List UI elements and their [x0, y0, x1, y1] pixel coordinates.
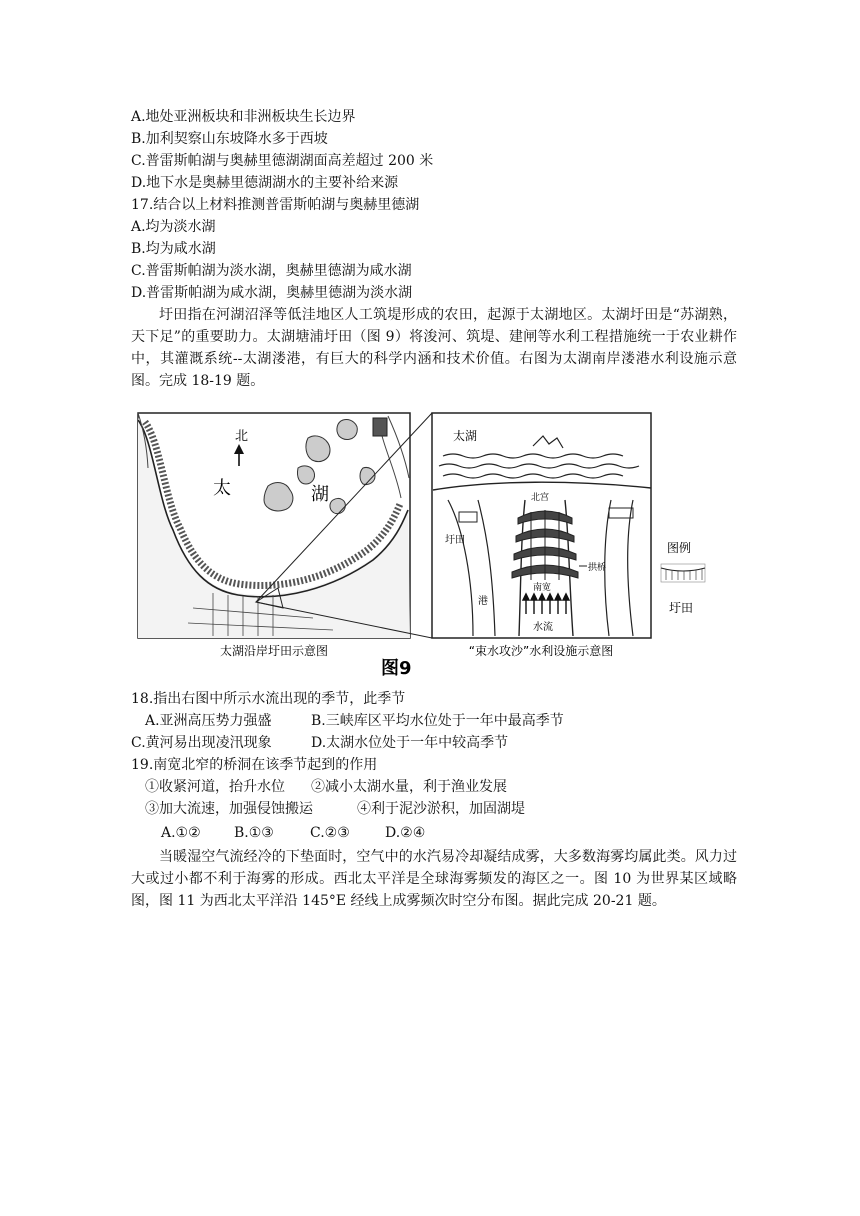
q16-option-b: B.加利契察山东坡降水多于西坡	[131, 131, 328, 147]
passage-weitian: 圩田指在河湖沼泽等低洼地区人工筑堤形成的农田，起源于太湖地区。太湖圩田是“苏湖熟，天下足”的重要助力。太湖塘浦圩田（图 9）将浚河、筑堤、建闸等水利工程措施统一于农业耕作中，其灌溉系统--太湖溇港，有巨大的科学内涵和技术价值。右图为太湖南岸溇港水利设施示意图。完成 18-19 题。	[131, 307, 737, 389]
gongqiao-label: 拱桥	[588, 563, 607, 573]
figure-9	[133, 408, 707, 680]
nankuan-label: 南宽	[533, 583, 552, 593]
right-schematic	[432, 413, 651, 658]
legend-title: 图例	[667, 541, 692, 555]
q18-options-row-2	[131, 732, 508, 754]
q18-stem: 18.指出右图中所示水流出现的季节，此季节	[131, 691, 406, 707]
legend	[661, 540, 705, 615]
left-map	[138, 413, 432, 658]
q17-option-b: B.均为咸水湖	[131, 241, 216, 257]
q19-statements-row-1	[145, 776, 507, 798]
figure-title: 图9	[381, 658, 412, 679]
water-flow-label: 水流	[533, 622, 553, 633]
q19-statement-3: ③加大流速，加强侵蚀搬运	[145, 801, 313, 817]
q18-option-b: B.三峡库区平均水位处于一年中最高季节	[311, 713, 564, 729]
q16-option-d: D.地下水是奥赫里德湖湖水的主要补给来源	[131, 175, 399, 191]
q19-statements-row-2	[145, 798, 525, 820]
q16-option-a: A.地处亚洲板块和非洲板块生长边界	[131, 109, 356, 125]
q18-option-a: A.亚洲高压势力强盛	[145, 713, 272, 729]
q19-stem: 19.南宽北窄的桥洞在该季节起到的作用	[131, 757, 378, 773]
right-lake-label: 太湖	[453, 429, 478, 443]
north-label: 北	[235, 429, 249, 444]
q19-statement-2: ②减小太湖水量，利于渔业发展	[311, 779, 507, 795]
lake-char-2: 湖	[311, 484, 329, 505]
right-caption: “束水攻沙”水利设施示意图	[468, 644, 614, 658]
q19-option-c: C.②③	[310, 825, 350, 841]
lake-char-1: 太	[213, 478, 231, 499]
q19-statement-4: ④利于泥沙淤积，加固湖堤	[357, 801, 525, 817]
passage-sea-fog: 当暖湿空气流经冷的下垫面时，空气中的水汽易冷却凝结成雾，大多数海雾均属此类。风力过大或过小都不利于海雾的形成。西北太平洋是全球海雾频发的海区之一。图 10 为世界某区域略图，图 11 为西北太平洋沿 145°E 经线上成雾频次时空分布图。据此完成 20-21 题。	[131, 849, 737, 909]
q19-option-b: B.①③	[234, 825, 274, 841]
q19-options	[161, 822, 425, 844]
gang-label: 港	[478, 596, 488, 607]
q17-stem: 17.结合以上材料推测普雷斯帕湖与奥赫里德湖	[131, 197, 420, 213]
q17-option-c: C.普雷斯帕湖为淡水湖，奥赫里德湖为咸水湖	[131, 263, 412, 279]
left-caption: 太湖沿岸圩田示意图	[219, 644, 329, 658]
q17-option-d: D.普雷斯帕湖为咸水湖，奥赫里德湖为淡水湖	[131, 285, 413, 301]
q18-options-row-1	[145, 710, 564, 732]
q19-statement-1: ①收紧河道，抬升水位	[145, 779, 285, 795]
q19-option-d: D.②④	[385, 825, 426, 841]
weitian-label: 圩田	[445, 535, 465, 546]
q17-option-a: A.均为淡水湖	[131, 219, 216, 235]
q19-option-a: A.①②	[161, 825, 201, 841]
q18-option-c: C.黄河易出现凌汛现象	[131, 735, 272, 751]
beigong-label: 北宫	[531, 493, 550, 503]
q18-option-d: D.太湖水位处于一年中较高季节	[311, 735, 509, 751]
q16-option-c: C.普雷斯帕湖与奥赫里德湖湖面高差超过 200 米	[131, 153, 434, 169]
legend-label: 圩田	[669, 601, 694, 615]
